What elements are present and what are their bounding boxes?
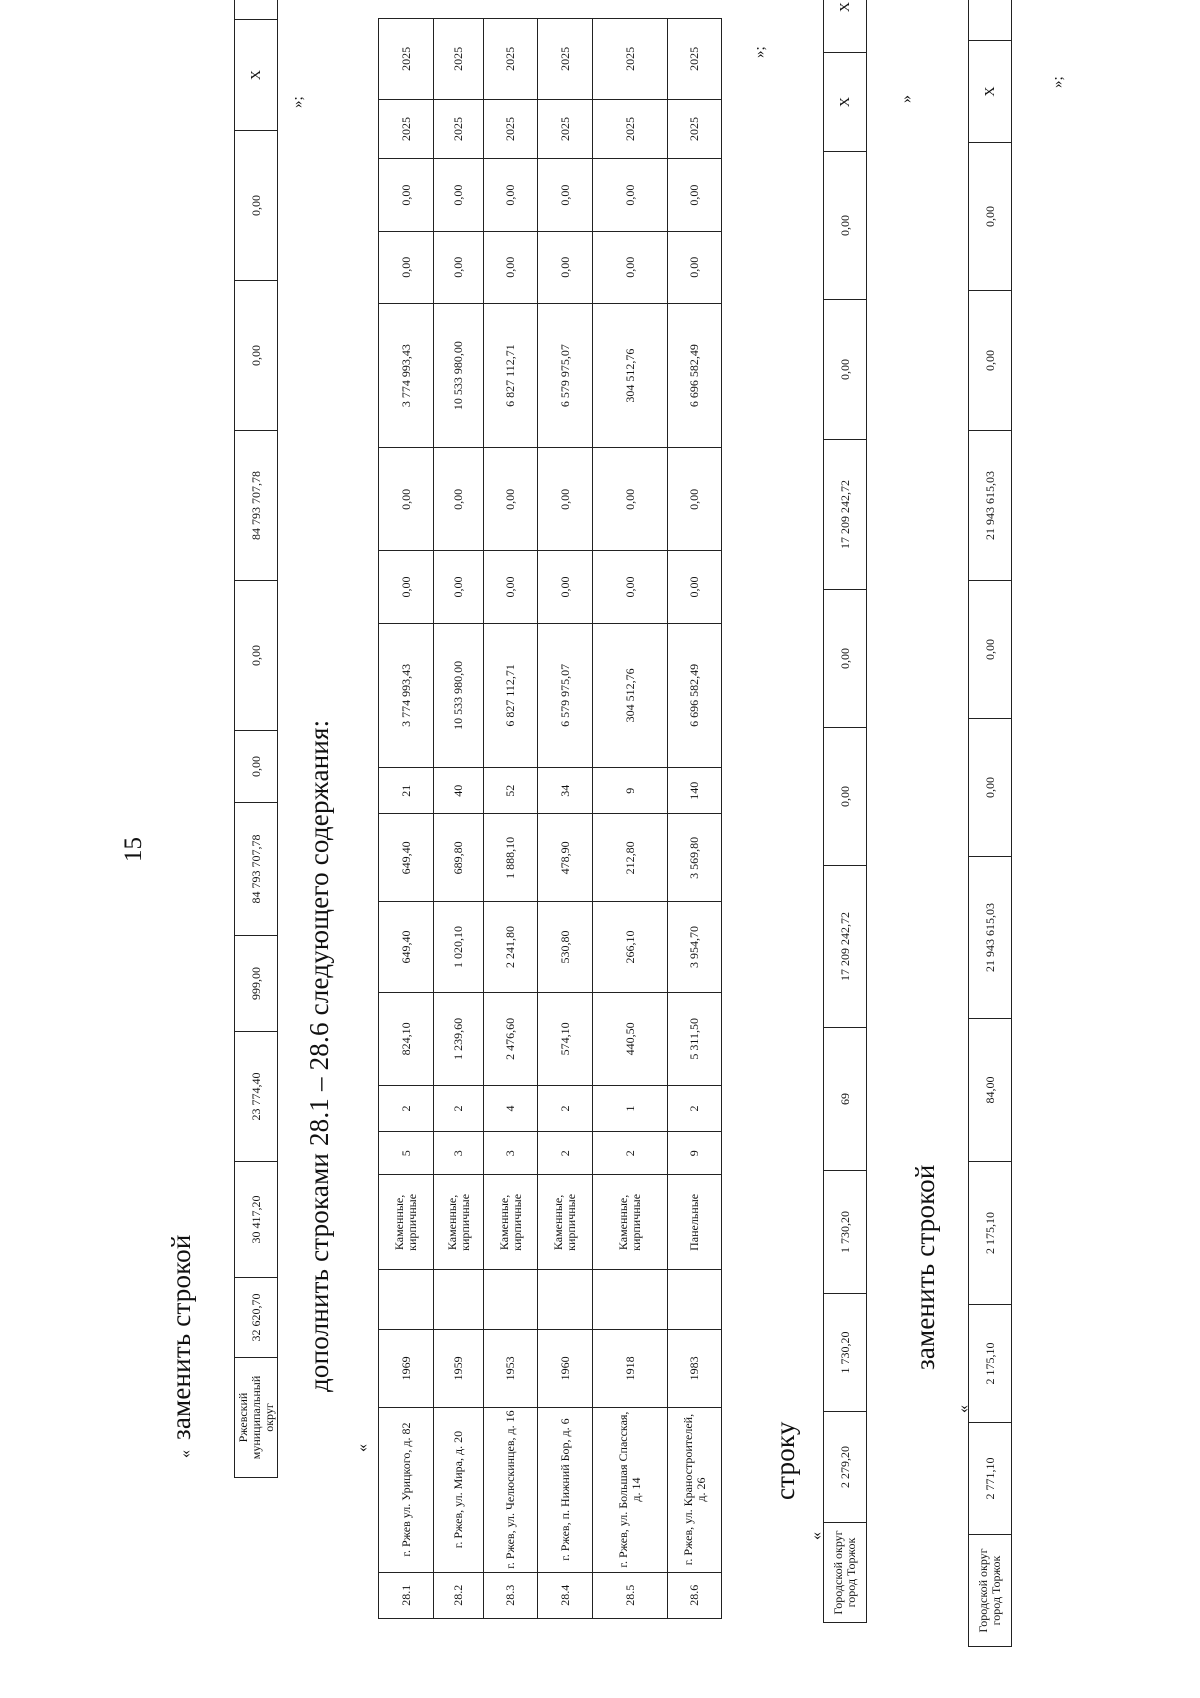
table-cell: г. Ржев, ул. Краностроителей, д. 26	[668, 1407, 722, 1572]
table-cell: 69	[824, 1028, 867, 1171]
table-cell: 1953	[484, 1330, 538, 1407]
table-rows-28	[378, 18, 722, 1619]
table-cell: 23 774,40	[235, 1032, 278, 1162]
table-cell: 6 827 112,71	[484, 623, 538, 767]
table-cell: 10 533 980,00	[434, 303, 484, 447]
table-cell: г. Ржев, п. Нижний Бор, д. 6	[538, 1407, 593, 1572]
table-cell: 2	[668, 1085, 722, 1131]
table-row	[824, 0, 867, 1623]
table-cell: 0,00	[235, 731, 278, 803]
table-cell: Ржевский муниципальный округ	[235, 1358, 278, 1478]
table-cell: 3	[434, 1132, 484, 1175]
table-cell: 0,00	[668, 231, 722, 303]
table-cell: 2025	[593, 99, 668, 159]
table-cell: 0,00	[379, 231, 434, 303]
table-cell: 2025	[379, 99, 434, 159]
table-cell: 17 209 242,72	[824, 440, 867, 590]
table-cell: 3 569,80	[668, 814, 722, 902]
table-row	[593, 19, 668, 1619]
table-cell: 999,00	[235, 936, 278, 1032]
table-cell: 52	[484, 768, 538, 814]
table-cell: 6 579 975,07	[538, 303, 593, 447]
table-cell: 304 512,76	[593, 623, 668, 767]
table-cell: 17 209 242,72	[824, 866, 867, 1028]
table-cell: 0,00	[824, 300, 867, 440]
table-cell: 1 888,10	[484, 814, 538, 902]
table-row	[969, 0, 1012, 1647]
table-cell: 84 793 707,78	[235, 431, 278, 581]
table-cell: 0,00	[593, 448, 668, 551]
table-cell: 2 175,10	[969, 1305, 1012, 1423]
table-row	[235, 0, 278, 1478]
section-heading-replace: заменить строкой	[166, 1234, 196, 1440]
table-cell: 0,00	[379, 448, 434, 551]
table-cell: 6 696 582,49	[668, 623, 722, 767]
table-cell: Каменные, кирпичные	[379, 1175, 434, 1270]
close-quote: »	[898, 95, 915, 103]
table-cell: 0,00	[538, 231, 593, 303]
table-row	[379, 19, 434, 1619]
table-cell: 0,00	[593, 231, 668, 303]
table-cell: 2 241,80	[484, 902, 538, 993]
table-cell: 3 774 993,43	[379, 303, 434, 447]
table-cell: 0,00	[379, 159, 434, 231]
table-cell: Каменные, кирпичные	[538, 1175, 593, 1270]
table-cell: 6 827 112,71	[484, 303, 538, 447]
open-quote: «	[808, 1532, 825, 1540]
section-heading-row: строку	[770, 1421, 800, 1500]
table-cell	[484, 1270, 538, 1330]
table-cell: 28.1	[379, 1572, 434, 1618]
table-cell: Каменные, кирпичные	[434, 1175, 484, 1270]
table-cell: 21	[379, 768, 434, 814]
table-cell: 0,00	[593, 159, 668, 231]
table-cell: г. Ржев, ул. Большая Спасская, д. 14	[593, 1407, 668, 1572]
table-cell: г. Ржев, ул. Мира, д. 20	[434, 1407, 484, 1572]
table-cell: 2025	[668, 19, 722, 100]
table-cell: 21 943 615,03	[969, 431, 1012, 581]
table-cell: 1 239,60	[434, 992, 484, 1085]
table-cell: X	[969, 41, 1012, 143]
table-cell: 2025	[434, 99, 484, 159]
table-cell	[668, 1270, 722, 1330]
table-cell: 1 730,20	[824, 1294, 867, 1412]
table-cell: 0,00	[969, 719, 1012, 857]
table-cell: 2025	[434, 19, 484, 100]
open-quote: «	[177, 1450, 194, 1458]
table-row	[668, 19, 722, 1619]
table-cell: 1960	[538, 1330, 593, 1407]
table-cell: 0,00	[668, 448, 722, 551]
table-cell: X	[824, 53, 867, 152]
table-cell: 2	[538, 1132, 593, 1175]
table-cell: 9	[593, 768, 668, 814]
section-heading-replace-2: заменить строкой	[910, 1164, 940, 1370]
table-cell: Городской округ город Торжок	[824, 1523, 867, 1623]
table-cell: 0,00	[538, 551, 593, 623]
table-cell: 3	[484, 1132, 538, 1175]
table-cell: 2 476,60	[484, 992, 538, 1085]
table-cell	[538, 1270, 593, 1330]
close-quote: »;	[752, 46, 768, 58]
table-cell: 3 774 993,43	[379, 623, 434, 767]
table-cell: 0,00	[538, 448, 593, 551]
table-cell: 1959	[434, 1330, 484, 1407]
table-cell: Каменные, кирпичные	[593, 1175, 668, 1270]
table-row	[484, 19, 538, 1619]
page-number: 15	[120, 837, 147, 862]
table-cell: 2025	[379, 19, 434, 100]
table-cell: Панельные	[668, 1175, 722, 1270]
table-cell: г. Ржев ул. Урицкого, д. 82	[379, 1407, 434, 1572]
table-cell: 21 943 615,03	[969, 857, 1012, 1019]
table-cell: 0,00	[434, 159, 484, 231]
table-cell: 0,00	[484, 551, 538, 623]
table-cell: 2	[379, 1085, 434, 1131]
table-cell: 84 793 707,78	[235, 803, 278, 936]
table-replace-rzhev	[234, 0, 278, 1478]
table-cell: 28.4	[538, 1572, 593, 1618]
table-cell: 212,80	[593, 814, 668, 902]
table-cell: 478,90	[538, 814, 593, 902]
table-cell: 1969	[379, 1330, 434, 1407]
table-cell: 2025	[538, 19, 593, 100]
table-cell: 689,80	[434, 814, 484, 902]
table-cell: г. Ржев, ул. Челюскинцев, д. 16	[484, 1407, 538, 1572]
table-cell: 0,00	[824, 728, 867, 866]
table-cell	[379, 1270, 434, 1330]
table-cell: 5 311,50	[668, 992, 722, 1085]
table-cell: 5	[379, 1132, 434, 1175]
table-cell: 266,10	[593, 902, 668, 993]
table-cell: 0,00	[484, 231, 538, 303]
table-cell	[434, 1270, 484, 1330]
open-quote: «	[955, 1405, 972, 1413]
close-quote: »;	[290, 96, 306, 108]
table-cell: Городской округ город Торжок	[969, 1535, 1012, 1647]
table-cell: 2 771,10	[969, 1423, 1012, 1535]
table-cell: 84,00	[969, 1019, 1012, 1162]
table-cell: 0,00	[668, 551, 722, 623]
section-heading-add-rows: дополнить строками 28.1 – 28.6 следующего содержания:	[304, 719, 334, 1392]
table-cell: 2025	[668, 99, 722, 159]
table-cell	[969, 0, 1012, 41]
table-cell: Каменные, кирпичные	[484, 1175, 538, 1270]
table-row	[434, 19, 484, 1619]
table-cell: 0,00	[434, 448, 484, 551]
table-cell: 28.5	[593, 1572, 668, 1618]
table-cell: 0,00	[235, 131, 278, 281]
table-cell: 0,00	[235, 281, 278, 431]
table-cell: 2025	[484, 99, 538, 159]
table-cell: 2 175,10	[969, 1162, 1012, 1305]
table-cell: 0,00	[668, 159, 722, 231]
table-cell: 9	[668, 1132, 722, 1175]
table-cell: 6 579 975,07	[538, 623, 593, 767]
table-cell: 530,80	[538, 902, 593, 993]
table-cell: 40	[434, 768, 484, 814]
table-cell: 0,00	[235, 581, 278, 731]
table-cell: X	[235, 20, 278, 131]
table-cell: 10 533 980,00	[434, 623, 484, 767]
table-cell: 2025	[593, 19, 668, 100]
table-cell: 1 730,20	[824, 1171, 867, 1294]
table-row-torzhok-new	[968, 0, 1012, 1647]
table-cell: 0,00	[593, 551, 668, 623]
table-cell: 0,00	[824, 590, 867, 728]
table-cell: 2025	[538, 99, 593, 159]
table-cell: 2	[538, 1085, 593, 1131]
open-quote: «	[354, 1444, 371, 1452]
table-cell: 3 954,70	[668, 902, 722, 993]
table-cell: 0,00	[484, 448, 538, 551]
table-cell: 140	[668, 768, 722, 814]
table-cell: 30 417,20	[235, 1162, 278, 1278]
table-cell: 32 620,70	[235, 1278, 278, 1358]
table-cell: 1 020,10	[434, 902, 484, 993]
table-cell: 1	[593, 1085, 668, 1131]
table-cell: 0,00	[434, 231, 484, 303]
table-cell: 2025	[484, 19, 538, 100]
table-cell: 6 696 582,49	[668, 303, 722, 447]
table-cell: 1918	[593, 1330, 668, 1407]
table-row	[538, 19, 593, 1619]
table-cell: 0,00	[969, 143, 1012, 291]
table-cell: 824,10	[379, 992, 434, 1085]
table-cell: 2 279,20	[824, 1412, 867, 1523]
table-cell: 304 512,76	[593, 303, 668, 447]
table-cell: 0,00	[538, 159, 593, 231]
table-cell: 0,00	[434, 551, 484, 623]
table-cell	[235, 0, 278, 20]
table-cell: 2	[593, 1132, 668, 1175]
table-cell: 1983	[668, 1330, 722, 1407]
table-cell: 574,10	[538, 992, 593, 1085]
table-cell: 0,00	[969, 291, 1012, 431]
table-cell: 28.2	[434, 1572, 484, 1618]
close-quote: »;	[1050, 76, 1066, 88]
table-cell	[593, 1270, 668, 1330]
table-cell: 0,00	[484, 159, 538, 231]
table-cell: 34	[538, 768, 593, 814]
table-cell: 649,40	[379, 902, 434, 993]
table-cell: 0,00	[379, 551, 434, 623]
table-cell: 0,00	[969, 581, 1012, 719]
table-cell: 649,40	[379, 814, 434, 902]
table-cell: 2	[434, 1085, 484, 1131]
table-cell: 0,00	[824, 152, 867, 300]
table-cell: 440,50	[593, 992, 668, 1085]
table-cell: 28.6	[668, 1572, 722, 1618]
table-cell: 28.3	[484, 1572, 538, 1618]
table-row-torzhok-old	[823, 0, 867, 1623]
table-cell: X	[824, 0, 867, 53]
table-cell: 4	[484, 1085, 538, 1131]
